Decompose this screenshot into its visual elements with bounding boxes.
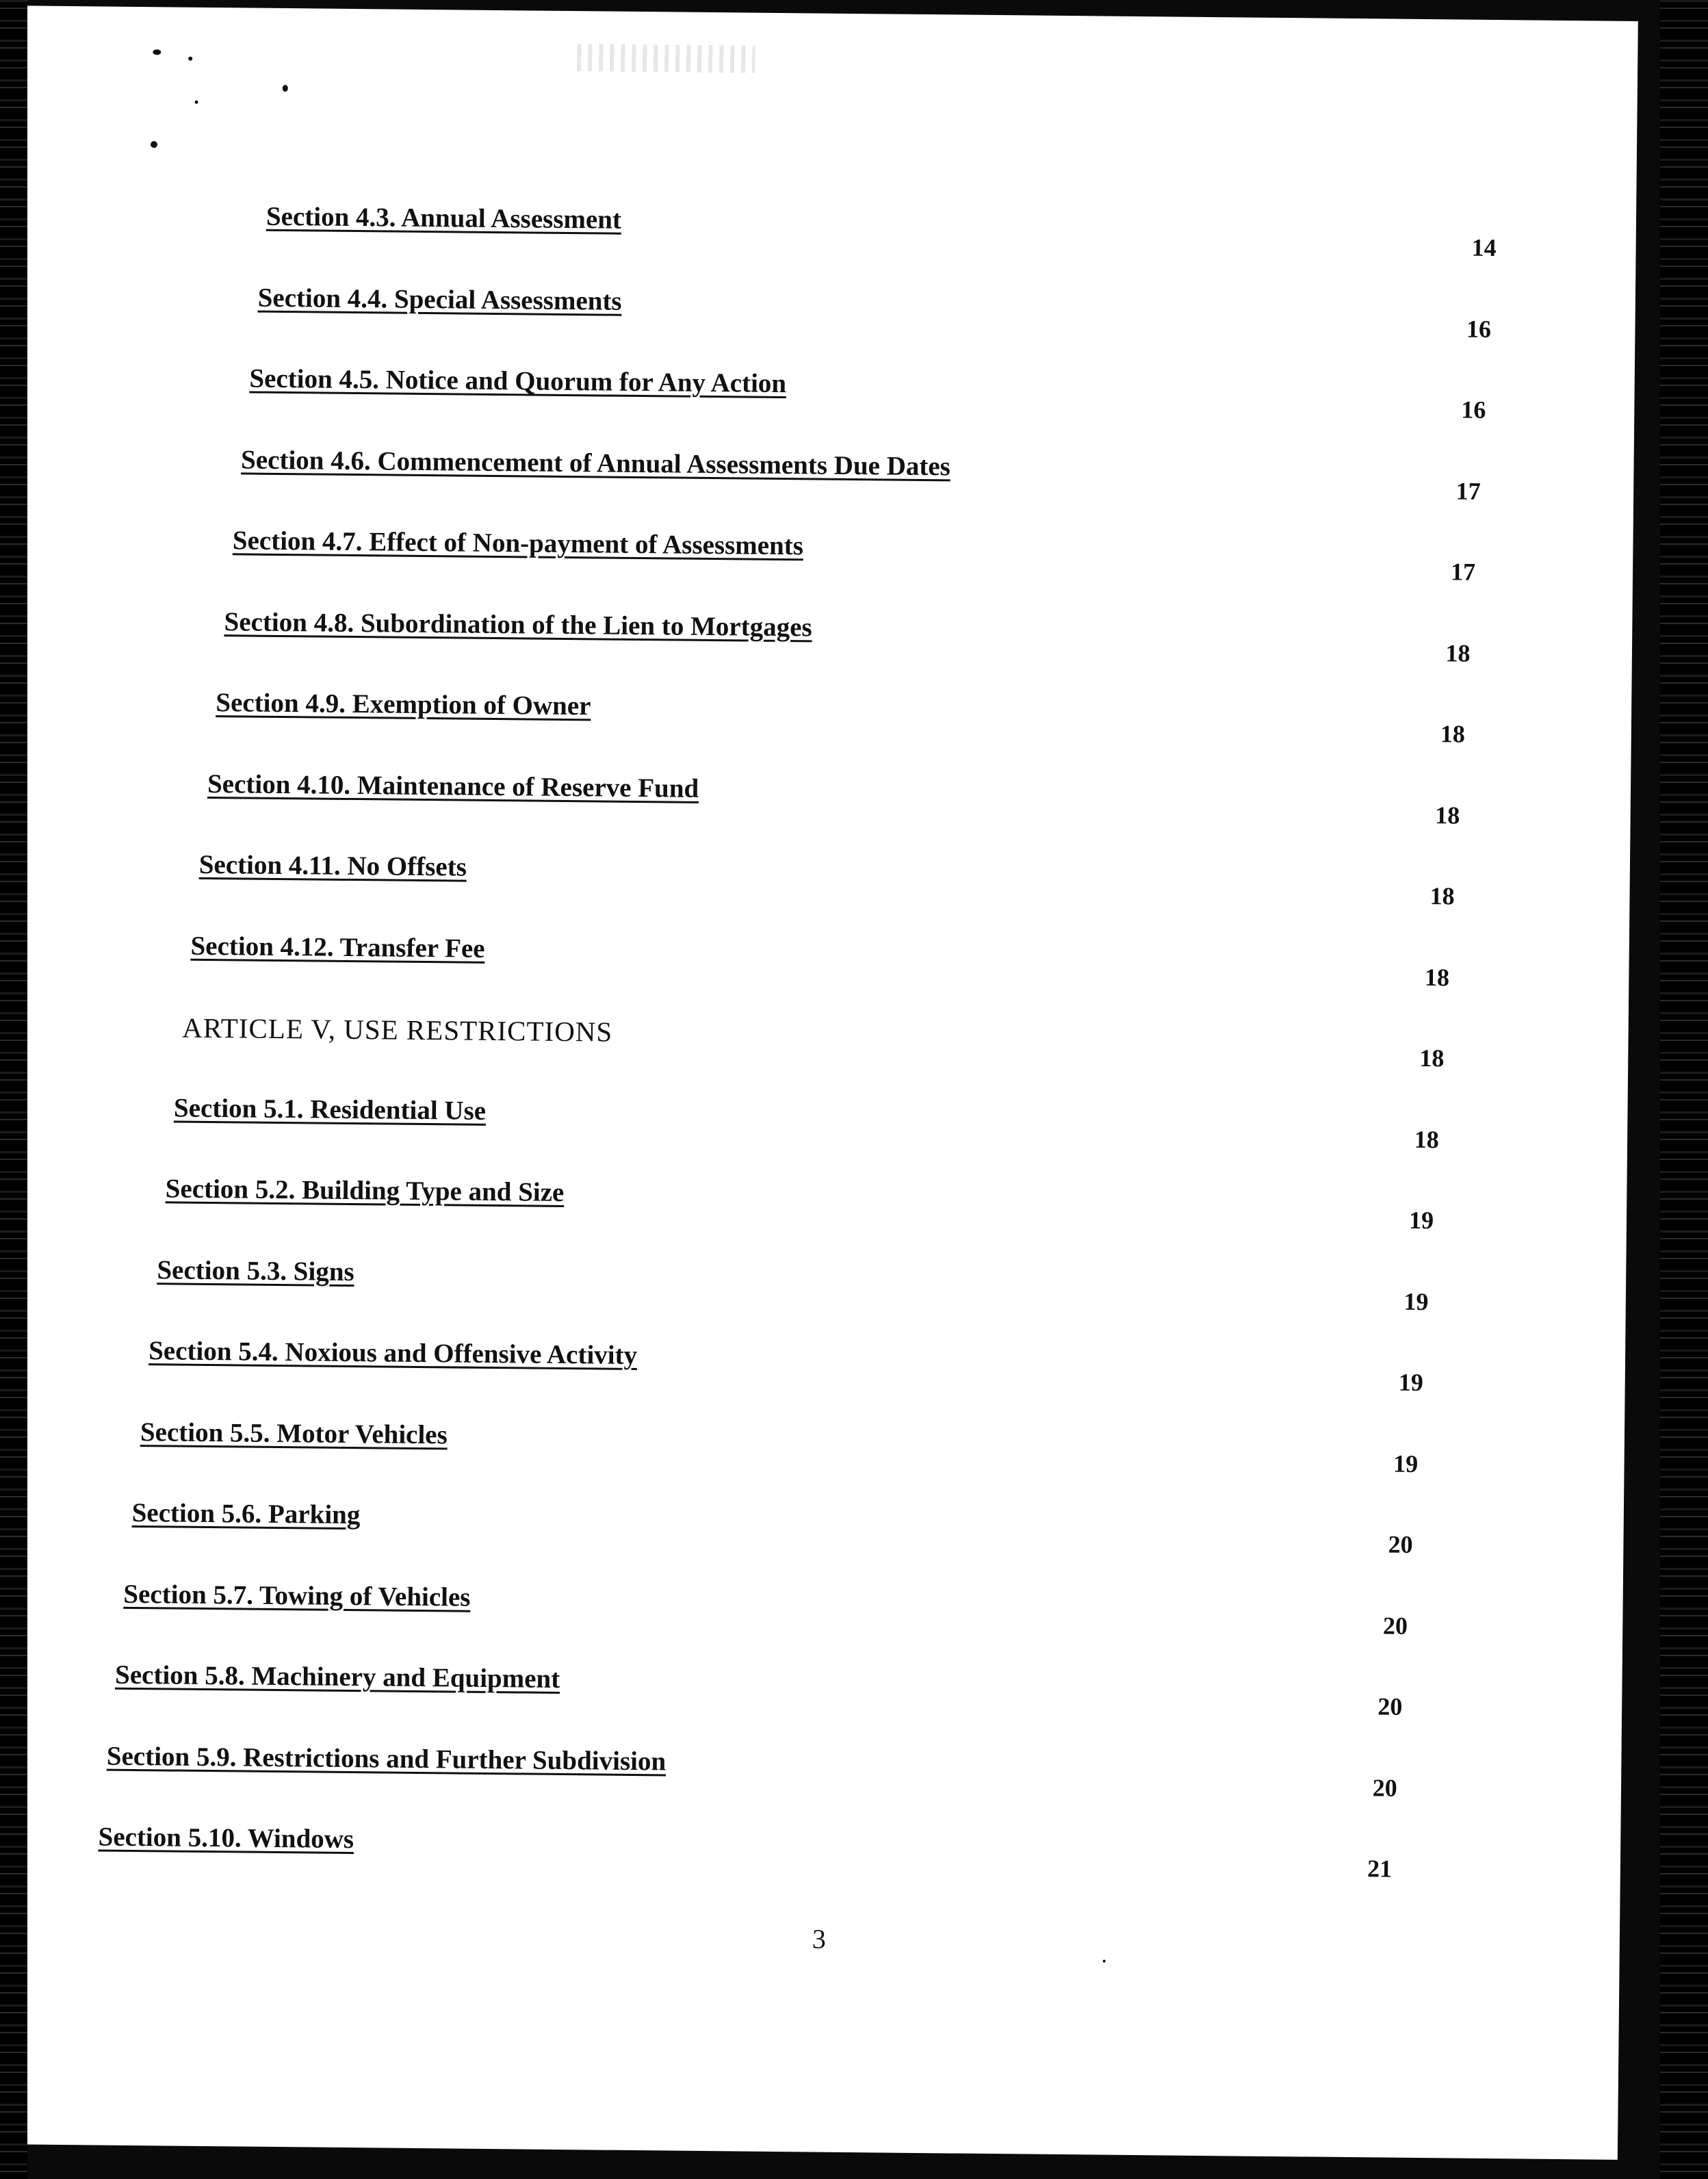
scan-border-right <box>1660 0 1708 2179</box>
toc-section-title: Section 5.7. Towing of Vehicles <box>123 1579 471 1612</box>
toc-page-number: 18 <box>1414 1125 1439 1153</box>
toc-section-title: Section 4.6. Commencement of Annual Assessments Due Dates <box>240 444 951 481</box>
page-number: 3 <box>812 1923 827 1955</box>
scan-speck <box>195 101 198 104</box>
toc-page-number: 20 <box>1372 1773 1397 1802</box>
toc-section-title: Section 5.10. Windows <box>98 1822 354 1855</box>
document-page <box>0 5 1638 2160</box>
toc-page-number: 17 <box>1450 558 1476 586</box>
toc-section-title: Section 5.9. Restrictions and Further Subdivision <box>106 1741 667 1776</box>
toc-page-number: 16 <box>1461 396 1486 424</box>
toc-page-number: 20 <box>1382 1612 1408 1640</box>
toc-section-title: Section 5.4. Noxious and Offensive Activity <box>148 1336 638 1371</box>
toc-section-title: Section 4.11. No Offsets <box>198 849 467 882</box>
toc-section-title: Section 5.6. Parking <box>131 1497 361 1530</box>
toc-page-number: 19 <box>1408 1206 1434 1235</box>
toc-page-number: 20 <box>1388 1530 1413 1558</box>
scan-speck <box>151 141 157 148</box>
faded-header-marks <box>577 44 755 73</box>
toc-page-number: 17 <box>1455 476 1481 505</box>
table-of-contents <box>10 5 1638 1883</box>
toc-page-number: 18 <box>1435 801 1460 829</box>
toc-section-title: Section 5.3. Signs <box>157 1254 354 1287</box>
toc-page-number: 19 <box>1393 1449 1419 1478</box>
toc-entry <box>0 1820 1620 1918</box>
scan-speck <box>283 85 288 92</box>
toc-page-number: 18 <box>1419 1044 1445 1072</box>
toc-section-title: Section 5.1. Residential Use <box>173 1093 487 1126</box>
toc-section-title: Section 4.7. Effect of Non-payment of Assessments <box>232 526 804 561</box>
toc-section-title: Section 4.8. Subordination of the Lien to Mortgages <box>224 606 812 642</box>
toc-page-number: 18 <box>1445 639 1471 667</box>
toc-page-number: 18 <box>1429 882 1455 910</box>
toc-section-title: Section 4.12. Transfer Fee <box>190 931 485 964</box>
toc-section-title: Section 4.4. Special Assessments <box>257 283 622 316</box>
toc-section-title: Section 4.10. Maintenance of Reserve Fund <box>207 769 699 803</box>
toc-page-number: 19 <box>1403 1287 1429 1315</box>
toc-section-title: Section 5.2. Building Type and Size <box>165 1174 565 1207</box>
toc-page-number: 18 <box>1424 963 1450 991</box>
toc-page-number: 16 <box>1466 315 1492 343</box>
toc-section-title: Section 4.3. Annual Assessment <box>266 201 622 235</box>
toc-section-title: Section 4.5. Notice and Quorum for Any Action <box>249 363 787 399</box>
toc-page-number: 14 <box>1471 233 1497 262</box>
scan-speck <box>188 57 192 61</box>
toc-article-heading: ARTICLE V, USE RESTRICTIONS <box>182 1011 613 1048</box>
toc-page-number: 19 <box>1398 1368 1424 1397</box>
toc-page-number: 20 <box>1377 1692 1403 1720</box>
scan-speck <box>1103 1960 1106 1963</box>
toc-page-number: 18 <box>1440 720 1466 748</box>
toc-section-title: Section 5.5. Motor Vehicles <box>140 1417 448 1449</box>
toc-section-title: Section 5.8. Machinery and Equipment <box>114 1660 560 1694</box>
scan-border-left <box>0 0 27 2179</box>
scan-speck <box>153 49 161 55</box>
toc-section-title: Section 4.9. Exemption of Owner <box>216 688 591 721</box>
toc-page-number: 21 <box>1367 1855 1393 1883</box>
